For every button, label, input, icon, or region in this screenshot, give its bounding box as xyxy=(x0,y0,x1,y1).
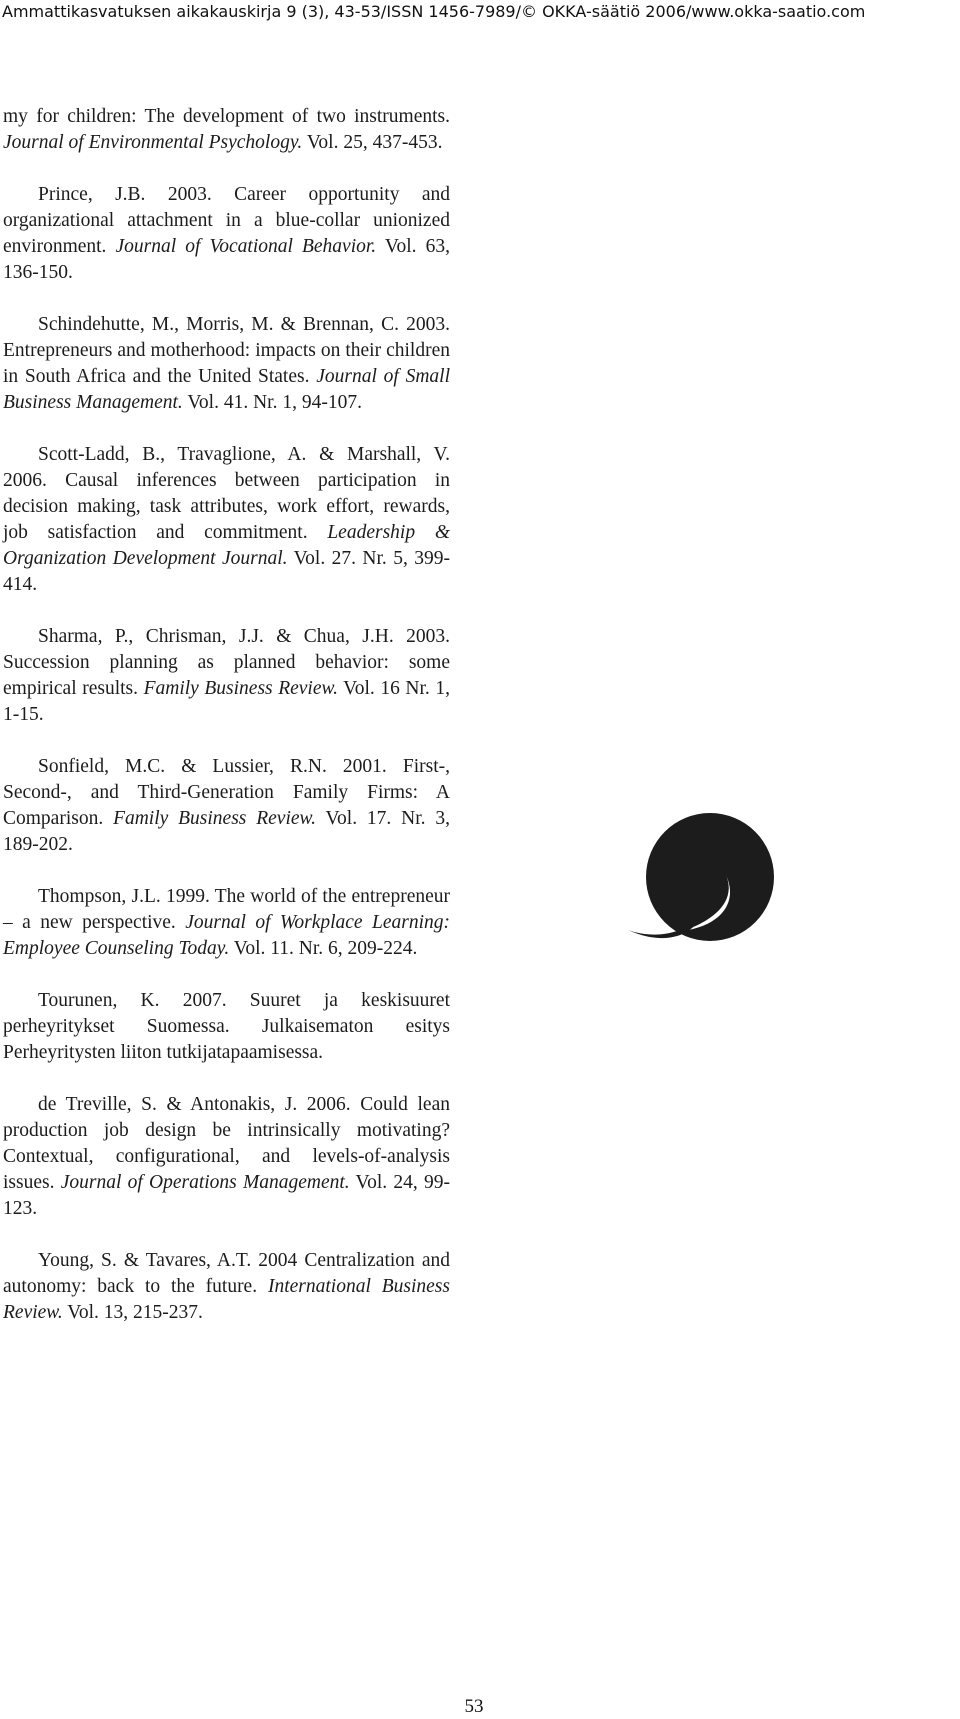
reference-journal: Journal of Operations Management. xyxy=(60,1172,350,1193)
reference-item xyxy=(3,312,450,416)
okka-foundation-logo-icon xyxy=(628,813,778,945)
reference-text: Sharma, P., Chrisman, J.J. & Chua, J.H. 2003. Succession planning as planned behavior: some empirical results. xyxy=(3,626,450,699)
reference-tail: Vol. 24, 99-123. xyxy=(3,1172,450,1219)
reference-tail: Vol. 27. Nr. 5, 399-414. xyxy=(3,548,450,595)
reference-text: Scott-Ladd, B., Travaglione, A. & Marshall, V. 2006. Causal inferences between participation in decision making, task attributes, work effort, rewards, job satisfaction and commitment. xyxy=(3,444,450,543)
reference-tail: Vol. 63, 136-150. xyxy=(3,236,450,283)
page-number-text: 53 xyxy=(464,1696,484,1717)
reference-text: Thompson, J.L. 1999. The world of the entrepreneur – a new perspective. xyxy=(3,886,450,933)
reference-journal: Leadership & Organization Development Journal. xyxy=(3,522,450,569)
reference-item xyxy=(3,442,450,598)
reference-text: Schindehutte, M., Morris, M. & Brennan, C. 2003. Entrepreneurs and motherhood: impacts on their children in South Africa and the United States. xyxy=(3,314,450,387)
reference-text: Tourunen, K. 2007. Suuret ja keskisuuret perheyritykset Suomessa. Julkaisematon esitys Perheyritysten liiton tutkijatapaamisessa. xyxy=(3,990,450,1063)
reference-tail: Vol. 25, 437-453. xyxy=(302,132,443,153)
reference-item xyxy=(3,884,450,962)
reference-tail: Vol. 17. Nr. 3, 189-202. xyxy=(3,808,450,855)
reference-journal: Journal of Vocational Behavior. xyxy=(115,236,377,257)
reference-text: my for children: The development of two instruments. xyxy=(3,106,450,127)
reference-journal: Journal of Workplace Learning: Employee Counseling Today. xyxy=(3,912,450,959)
reference-item xyxy=(3,1248,450,1326)
reference-item xyxy=(3,104,450,156)
reference-tail: Vol. 11. Nr. 6, 209-224. xyxy=(229,938,418,959)
reference-tail: Vol. 13, 215-237. xyxy=(62,1302,203,1323)
reference-item xyxy=(3,1092,450,1222)
reference-journal: Family Business Review. xyxy=(113,808,316,829)
running-header: Ammattikasvatuksen aikakauskirja 9 (3), 43-53/ISSN 1456-7989/© OKKA-säätiö 2006/www.okka-saatio.com xyxy=(2,2,866,21)
reference-text: Sonfield, M.C. & Lussier, R.N. 2001. First-, Second-, and Third-Generation Family Firms: A Comparison. xyxy=(3,756,450,829)
reference-item xyxy=(3,754,450,858)
reference-journal: Journal of Small Business Management. xyxy=(3,366,450,413)
reference-text: de Treville, S. & Antonakis, J. 2006. Could lean production job design be intrinsically motivating? Contextual, configurational, and levels-of-analysis issues. xyxy=(3,1094,450,1193)
reference-list xyxy=(3,104,450,1352)
reference-tail: Vol. 16 Nr. 1, 1-15. xyxy=(3,678,451,725)
reference-text: Young, S. & Tavares, A.T. 2004 Centralization and autonomy: back to the future. xyxy=(3,1250,450,1297)
reference-journal: Journal of Environmental Psychology. xyxy=(3,132,303,153)
reference-text: Prince, J.B. 2003. Career opportunity and organizational attachment in a blue-collar unionized environment. xyxy=(3,184,450,257)
reference-item xyxy=(3,988,450,1066)
reference-item xyxy=(3,624,450,728)
reference-journal: International Business Review. xyxy=(3,1276,450,1323)
reference-journal: Family Business Review. xyxy=(143,678,338,699)
reference-tail: Vol. 41. Nr. 1, 94-107. xyxy=(182,392,362,413)
reference-item xyxy=(3,182,450,286)
page-number xyxy=(0,1696,960,1718)
